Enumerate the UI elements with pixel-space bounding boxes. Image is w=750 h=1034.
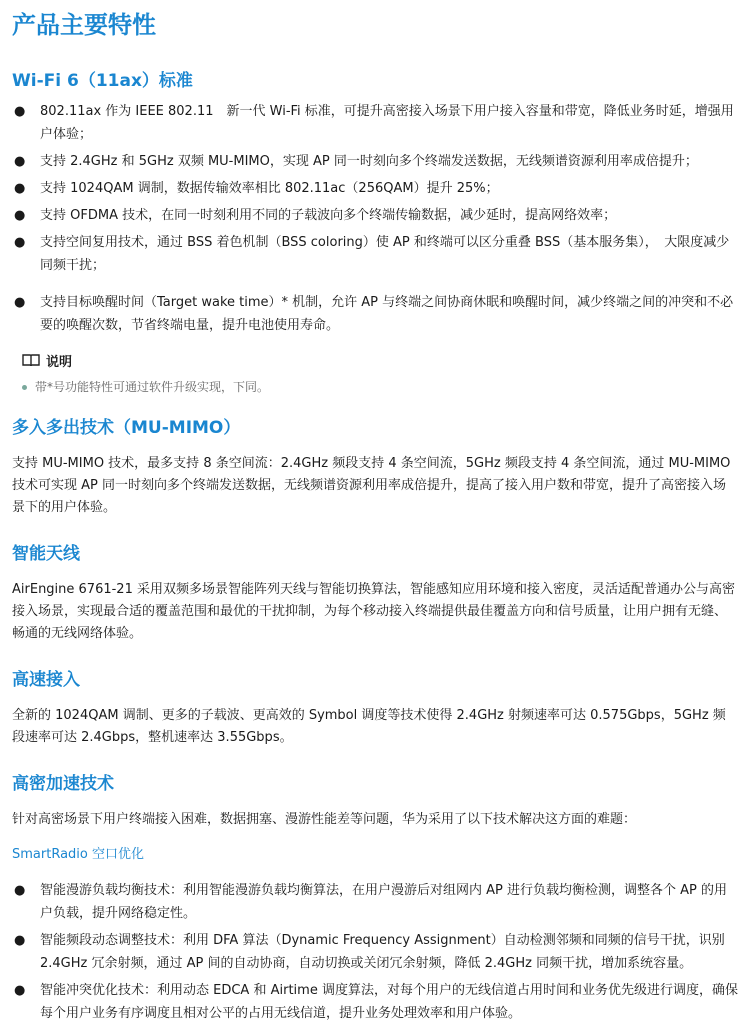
section-intro-dense: 针对高密场景下用户终端接入困难，数据拥塞、漫游性能差等问题，华为采用了以下技术解决这方面的难题： xyxy=(12,812,637,827)
section-heading-speed: 高速接入 xyxy=(12,670,80,690)
note-bullet-icon xyxy=(22,385,27,390)
section-body-speed: 全新的 1024QAM 调制、更多的子载波、更高效的 Symbol 调度等技术使得 2.4GHz 射频速率可达 0.575Gbps，5GHz 频段速率可达 2.4Gbps，整机速率达 3.55Gbps。 xyxy=(12,708,726,745)
list-item-text: 支持目标唤醒时间（Target wake time）* 机制，允许 AP 与终端之间协商休眠和唤醒时间，减少终端之间的冲突和不必要的唤醒次数，节省终端电量，提升电池使用寿命。 xyxy=(40,295,734,333)
list-item-text: 支持空间复用技术，通过 BSS 着色机制（BSS coloring）使 AP 和终端可以区分重叠 BSS（基本服务集）， 大限度减少同频干扰； xyxy=(40,235,730,273)
list-item xyxy=(12,979,738,1025)
note-label: 说明 xyxy=(46,354,73,370)
subsection-heading-smartradio: SmartRadio 空口优化 xyxy=(12,847,144,862)
book-icon xyxy=(22,353,40,367)
bullet-icon: ● xyxy=(14,208,26,223)
bullet-icon: ● xyxy=(14,235,26,250)
list-item-text: 智能漫游负载均衡技术：利用智能漫游负载均衡算法，在用户漫游后对组网内 AP 进行负载均衡检测，调整各个 AP 的用户负载，提升网络稳定性。 xyxy=(40,883,727,921)
note-box xyxy=(12,349,738,397)
list-item xyxy=(12,231,738,277)
section-heading-wifi6: Wi-Fi 6（11ax）标准 xyxy=(12,71,193,91)
list-item-text: 智能冲突优化技术：利用动态 EDCA 和 Airtime 调度算法，对每个用户的无线信道占用时间和业务优先级进行调度，确保每个用户业务有序调度且相对公平的占用无线信道，提升业务处理效率和用户体验。 xyxy=(40,983,738,1021)
list-item-text: 支持 1024QAM 调制，数据传输效率相比 802.11ac（256QAM）提升 25%； xyxy=(40,181,499,196)
list-item xyxy=(12,879,738,925)
bullet-icon: ● xyxy=(14,983,26,998)
bullet-icon: ● xyxy=(14,181,26,196)
section-body-mumimo: 支持 MU-MIMO 技术，最多支持 8 条空间流：2.4GHz 频段支持 4 条空间流，5GHz 频段支持 4 条空间流，通过 MU-MIMO 技术可实现 AP 同一时刻向多个终端发送数据，无线频谱资源利用率成倍提升，提高了接入用户数和带宽，提升了高密接入场景下的用户体验。 xyxy=(12,456,731,515)
list-item xyxy=(12,150,738,173)
note-text: 带*号功能特性可通过软件升级实现，下同。 xyxy=(35,380,270,394)
bullet-icon: ● xyxy=(14,104,26,119)
list-item-text: 支持 OFDMA 技术，在同一时刻利用不同的子载波向多个终端传输数据，减少延时，提高网络效率； xyxy=(40,208,617,223)
bullet-icon: ● xyxy=(14,154,26,169)
list-item xyxy=(12,929,738,975)
page-title: 产品主要特性 xyxy=(12,11,156,39)
note-heading xyxy=(22,349,738,371)
list-item-text: 802.11ax 作为 IEEE 802.11 新一代 Wi-Fi 标准，可提升高密接入场景下用户接入容量和带宽，降低业务时延，增强用户体验； xyxy=(40,104,734,142)
list-item xyxy=(12,204,738,227)
bullet-icon: ● xyxy=(14,933,26,948)
list-item xyxy=(12,291,738,337)
section-heading-mumimo: 多入多出技术（MU-MIMO） xyxy=(12,418,241,438)
bullet-icon: ● xyxy=(14,295,26,310)
section-heading-dense: 高密加速技术 xyxy=(12,774,114,794)
bullet-icon: ● xyxy=(14,883,26,898)
section-body-antenna: AirEngine 6761-21 采用双频多场景智能阵列天线与智能切换算法，智能感知应用环境和接入密度，灵活适配普通办公与高密接入场景，实现最合适的覆盖范围和最优的干扰抑制，为每个移动接入终端提供最佳覆盖方向和信号质量，让用户拥有无缝、畅通的无线网络体验。 xyxy=(12,582,735,641)
list-item-text: 支持 2.4GHz 和 5GHz 双频 MU-MIMO，实现 AP 同一时刻向多个终端发送数据，无线频谱资源利用率成倍提升； xyxy=(40,154,698,169)
list-item xyxy=(12,177,738,200)
list-item-text: 智能频段动态调整技术：利用 DFA 算法（Dynamic Frequency Assignment）自动检测邻频和同频的信号干扰，识别 2.4GHz 冗余射频，通过 AP 间的自动协商，自动切换或关闭冗余射频，降低 2.4GHz 同频干扰，增加系统容量。 xyxy=(40,933,725,971)
note-item xyxy=(12,377,738,397)
section-heading-antenna: 智能天线 xyxy=(12,544,80,564)
list-item xyxy=(12,100,738,146)
